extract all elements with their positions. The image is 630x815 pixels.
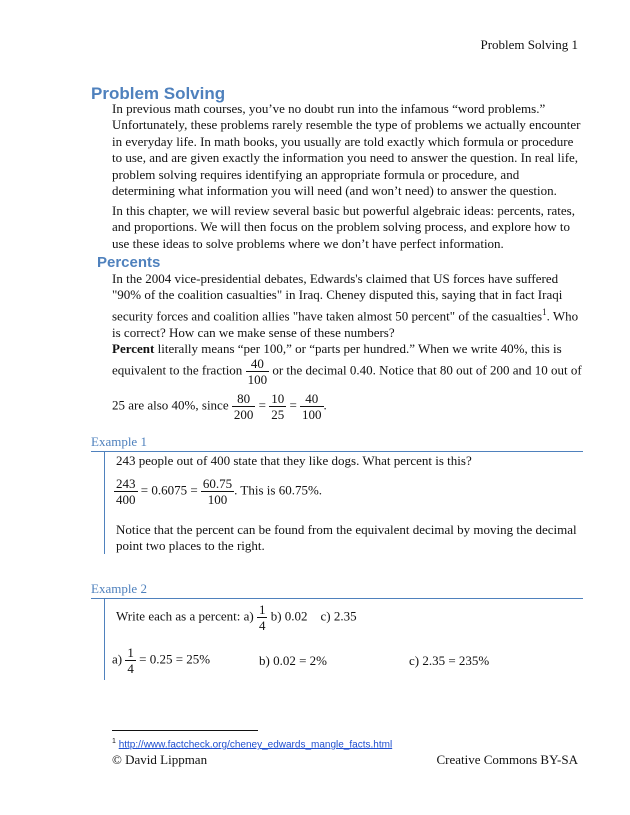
example-1-title: Example 1 [91, 434, 147, 449]
fraction-1-4 [257, 602, 268, 633]
debate-text: In the 2004 vice-presidential debates, Edwards's claimed that US forces have suffered "90% of the coalition casualties" in Iraq. Cheney disputed this, saying that in fact Iraqi security forces and coalition allies "have taken almost 50 percent" of the casualties [112, 271, 563, 324]
example-1-top-rule [91, 451, 583, 452]
equals-sign: = [258, 397, 266, 413]
period: . [323, 397, 327, 413]
equivalence-lead: 25 are also 40%, since [112, 397, 229, 413]
numerator: 243 [116, 476, 136, 491]
footnote-link[interactable]: http://www.factcheck.org/cheney_edwards_mangle_facts.html [118, 739, 393, 751]
footnote-ref: 1 [542, 306, 547, 317]
debate-question: . Who is correct? How can we make sense of these numbers? [112, 308, 579, 340]
footer-author: © David Lippman [112, 752, 208, 767]
denominator: 25 [271, 407, 285, 422]
example-1-calculation [114, 476, 322, 507]
equals-sign: = [289, 397, 297, 413]
section-title: Problem Solving [91, 84, 226, 103]
fraction-10-25 [269, 391, 286, 422]
example-2-answer-b: b) 0.02 = 2% [259, 653, 327, 668]
fraction-40-100 [246, 356, 270, 387]
fraction-1-4 [125, 645, 136, 676]
calculation-middle: = 0.6075 = [140, 482, 198, 498]
example-1-side-rule [104, 451, 105, 554]
fraction-243-400 [114, 476, 138, 507]
fraction-80-200 [232, 391, 256, 422]
example-2-top-rule [91, 598, 583, 599]
numerator: 80 [237, 391, 251, 406]
example-1-note: Notice that the percent can be found from the equivalent decimal by moving the decimal point two places to the right. [116, 522, 577, 554]
prompt-text: Write each as a percent: a) [116, 608, 254, 624]
fraction-line-lead: equivalent to the fraction [112, 362, 243, 378]
footnote-marker: 1 [112, 738, 116, 745]
percents-heading: Percents [97, 254, 161, 271]
numerator: 60.75 [202, 476, 233, 491]
denominator: 200 [233, 407, 254, 422]
denominator: 100 [302, 407, 322, 422]
intro-paragraph: In previous math courses, you’ve no doubt run into the infamous “word problems.” Unfortunately, these problems rarely resemble the type of problems we actually encounter in everyday life. In math books, you usually are told exactly which formula or procedure to use, and are given exactly the information you need to answer the question. In real life, problem solving requires identifying an appropriate formula or procedure, and determining what information you will need (and won’t need) to answer the question. [112, 101, 581, 199]
equivalence-line [112, 391, 327, 422]
example-2-answer-c: c) 2.35 = 235% [409, 653, 490, 668]
example-2-title: Example 2 [91, 581, 147, 596]
denominator: 4 [127, 661, 134, 676]
debate-paragraph [112, 271, 582, 341]
percent-definition-text: literally means “per 100,” or “parts per hundred.” When we write 40%, this is [154, 341, 562, 356]
fraction-40-100 [300, 391, 324, 422]
running-head: Problem Solving 1 [480, 37, 578, 52]
fraction-line [112, 356, 582, 387]
numerator: 40 [250, 356, 264, 371]
percent-definition-line [112, 341, 562, 357]
example-2-answer-a [112, 645, 210, 676]
denominator: 100 [247, 372, 268, 387]
fraction-line-tail: or the decimal 0.40. Notice that 80 out of 200 and 10 out of [272, 362, 582, 378]
numerator: 10 [271, 391, 285, 406]
example-1-question: 243 people out of 400 state that they like dogs. What percent is this? [116, 453, 472, 468]
footnote [112, 738, 392, 750]
example-2-prompt [116, 602, 357, 633]
numerator: 1 [127, 645, 134, 660]
calculation-result: . This is 60.75%. [234, 482, 323, 498]
answer-a-result: = 0.25 = 25% [139, 651, 211, 667]
answer-a-label: a) [112, 651, 123, 667]
denominator: 4 [258, 618, 266, 633]
fraction-6075-100 [201, 476, 234, 507]
footnote-rule [112, 730, 258, 731]
numerator: 40 [305, 391, 319, 406]
footer-license: Creative Commons BY-SA [436, 752, 578, 767]
example-2-side-rule [104, 598, 105, 680]
chapter-overview-paragraph: In this chapter, we will review several basic but powerful algebraic ideas: percents, rates, and proportions. We will then focus on the problem solving process, and explore how to use these ideas to solve problems where we don’t have perfect information. [112, 203, 575, 251]
denominator: 100 [201, 491, 234, 507]
percent-term: Percent [112, 341, 155, 356]
denominator: 400 [116, 492, 136, 507]
prompt-rest: b) 0.02 c) 2.35 [270, 608, 357, 624]
numerator: 1 [258, 602, 266, 617]
